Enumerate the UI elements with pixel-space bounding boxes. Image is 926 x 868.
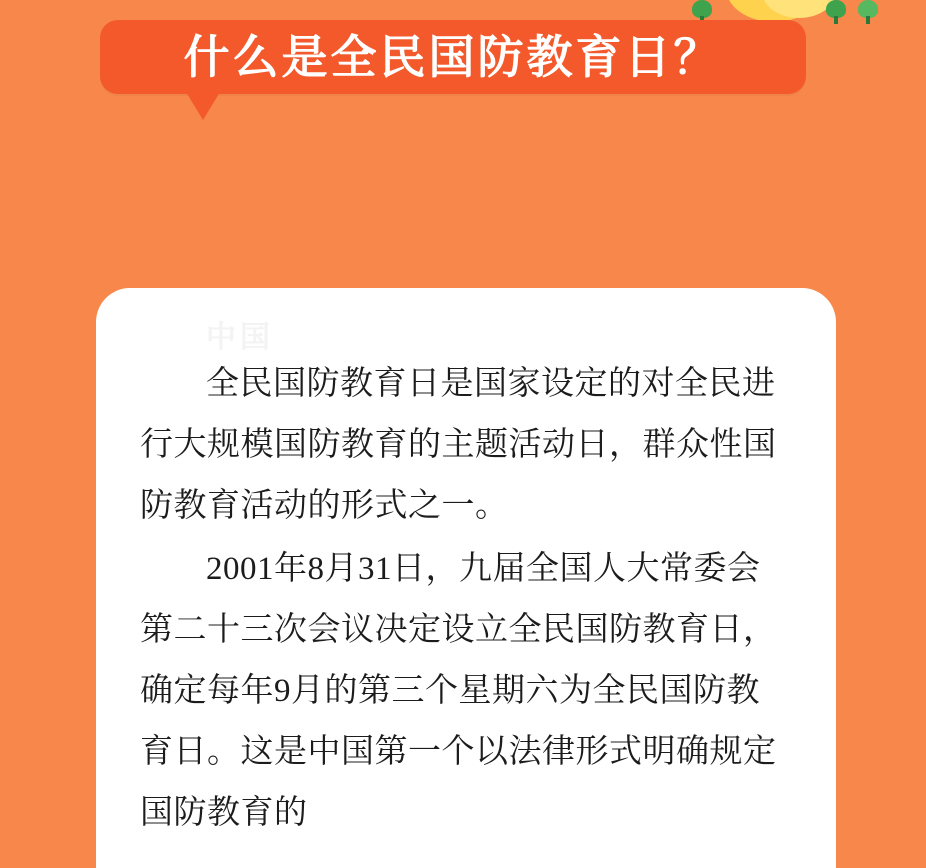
tree-trunk <box>866 16 870 24</box>
paragraph: 全民国防教育日是国家设定的对全民进行大规模国防教育的主题活动日，群众性国防教育活动的形式之一。 <box>140 366 777 525</box>
sun-inner-icon <box>762 0 836 18</box>
tree-crown <box>858 0 878 18</box>
tree-trunk <box>834 16 838 24</box>
content-card <box>96 288 836 868</box>
title-banner <box>100 20 806 94</box>
tree-icon <box>826 2 846 24</box>
watermark-text: 中国 <box>206 321 274 354</box>
page-title: 什么是全民国防教育日？ <box>183 31 723 83</box>
banner-pointer <box>186 92 220 120</box>
tree-crown <box>826 0 846 18</box>
paragraph: 2001年8月31日，九届全国人大常委会第二十三次会议决定设立全民国防教育日，确定每年9月的第三个星期六为全民国防教育日。这是中国第一个以法律形式明确规定国防教育的 <box>140 551 777 832</box>
tree-crown <box>692 0 712 18</box>
title-banner-wrap <box>100 20 806 94</box>
tree-icon <box>858 2 878 24</box>
sun-icon <box>726 0 822 22</box>
